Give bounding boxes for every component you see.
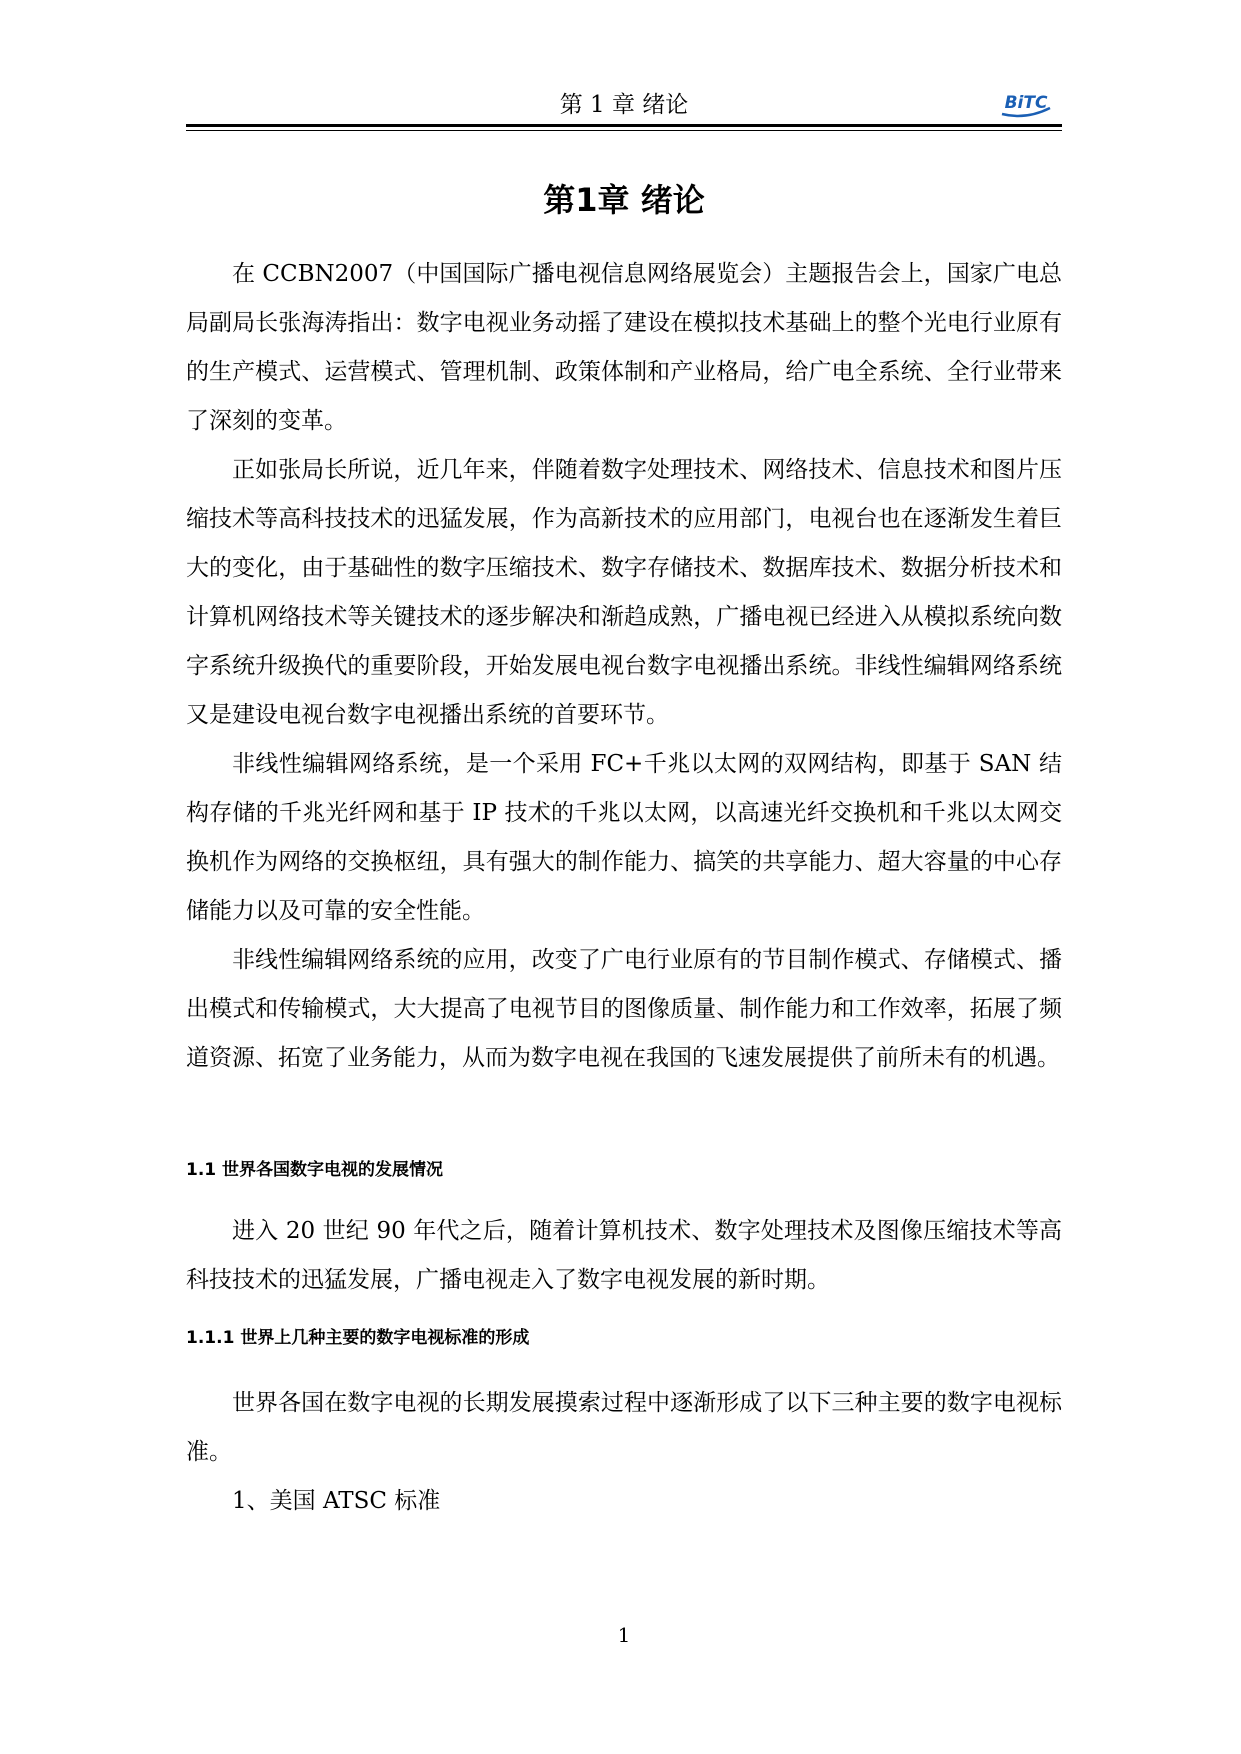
header-rule-thin <box>186 130 1062 131</box>
section-heading-1-1: 1.1 世界各国数字电视的发展情况 <box>186 1160 444 1180</box>
paragraph-4: 非线性编辑网络系统的应用，改变了广电行业原有的节目制作模式、存储模式、播出模式和传输模式，大大提高了电视节目的图像质量、制作能力和工作效率，拓展了频道资源、拓宽了业务能力，从而为数字电视在我国的飞速发展提供了前所未有的机遇。 <box>186 947 1062 1071</box>
paragraph-3: 非线性编辑网络系统，是一个采用 FC+千兆以太网的双网结构，即基于 SAN 结构存储的千兆光纤网和基于 IP 技术的千兆以太网，以高速光纤交换机和千兆以太网交换机作为网络的交换枢纽，具有强大的制作能力、搞笑的共享能力、超大容量的中心存储能力以及可靠的安全性能。 <box>186 751 1062 924</box>
page-number: 1 <box>617 1623 631 1647</box>
section-1-1-paragraph: 进入 20 世纪 90 年代之后，随着计算机技术、数字处理技术及图像压缩技术等高科技技术的迅猛发展，广播电视走入了数字电视发展的新时期。 <box>186 1218 1062 1293</box>
paragraph-1: 在 CCBN2007（中国国际广播电视信息网络展览会）主题报告会上，国家广电总局副局长张海涛指出：数字电视业务动摇了建设在模拟技术基础上的整个光电行业原有的生产模式、运营模式、管理机制、政策体制和产业格局，给广电全系统、全行业带来了深刻的变革。 <box>186 261 1062 434</box>
paragraph-2: 正如张局长所说，近几年来，伴随着数字处理技术、网络技术、信息技术和图片压缩技术等高科技技术的迅猛发展，作为高新技术的应用部门，电视台也在逐渐发生着巨大的变化，由于基础性的数字压缩技术、数字存储技术、数据库技术、数据分析技术和计算机网络技术等关键技术的逐步解决和渐趋成熟，广播电视已经进入从模拟系统向数字系统升级换代的重要阶段，开始发展电视台数字电视播出系统。非线性编辑网络系统又是建设电视台数字电视播出系统的首要环节。 <box>186 457 1062 728</box>
logo-text: BiTC <box>1004 93 1048 113</box>
section-1-1-1-paragraph: 世界各国在数字电视的长期发展摸索过程中逐渐形成了以下三种主要的数字电视标准。 <box>186 1390 1062 1465</box>
page-body <box>186 250 1062 1526</box>
section-heading-1-1-1: 1.1.1 世界上几种主要的数字电视标准的形成 <box>186 1328 530 1348</box>
list-item-1: 1、美国 ATSC 标准 <box>232 1488 441 1514</box>
header-rule-thick <box>186 124 1062 127</box>
running-header-title: 第 1 章 绪论 <box>559 92 689 118</box>
chapter-title: 第1章 绪论 <box>543 181 705 219</box>
bitc-logo <box>996 88 1056 122</box>
